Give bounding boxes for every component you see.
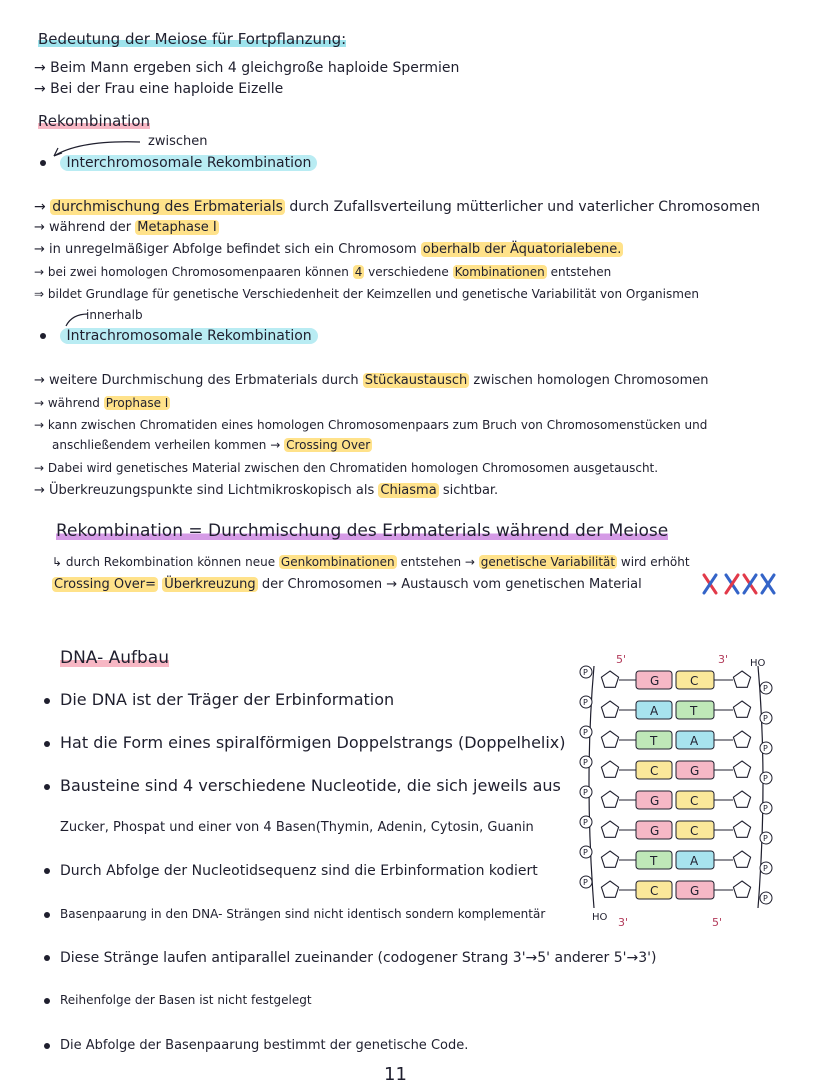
meiose-line-2: → Bei der Frau eine haploide Eizelle [34, 81, 284, 97]
base-right [676, 851, 714, 869]
base-left [636, 791, 672, 809]
svg-text:P: P [583, 878, 588, 887]
sugar-left-icon [601, 851, 618, 867]
sugar-right-icon [733, 671, 750, 687]
svg-text:P: P [763, 684, 768, 693]
rekombination-title: Rekombination [38, 112, 151, 130]
label-5-bottom: 5' [712, 916, 723, 929]
svg-text:P: P [583, 818, 588, 827]
svg-text:G: G [690, 764, 700, 778]
zwischen-note: zwischen [148, 134, 208, 149]
sugar-right-icon [733, 851, 750, 867]
sugar-right-icon [733, 761, 750, 777]
svg-text:T: T [650, 854, 658, 868]
phosphate-left-icon [580, 846, 592, 858]
dna-bullet-4: Durch Abfolge der Nucleotidsequenz sind die Erbinformation kodiert [44, 863, 538, 879]
phosphate-right-icon [760, 862, 772, 874]
intra-line-2: → während Prophase I [34, 396, 169, 410]
svg-text:C: C [690, 794, 699, 808]
phosphate-left-icon [580, 726, 592, 738]
base-right [676, 761, 714, 779]
phosphate-right-icon [760, 742, 772, 754]
dna-bullet-1: Die DNA ist der Träger der Erbinformation [44, 690, 394, 709]
svg-text:A: A [690, 854, 699, 868]
phosphate-right-icon [760, 832, 772, 844]
definition-line-1: ↳ durch Rekombination können neue Genkombinationen entstehen → genetische Variabilität wird erhöht [52, 555, 690, 569]
inter-title: Interchromosomale Rekombination [40, 155, 317, 171]
dna-diagram [572, 640, 782, 940]
svg-text:C: C [650, 764, 659, 778]
base-right [676, 791, 714, 809]
svg-text:G: G [650, 824, 660, 838]
intra-line-3: → kann zwischen Chromatiden eines homologen Chromosomenpaars zum Bruch von Chromosomenstücken und [34, 418, 708, 432]
dna-bullet-2: Hat die Form eines spiralförmigen Doppelstrangs (Doppelhelix) [44, 733, 566, 752]
svg-text:A: A [690, 734, 699, 748]
svg-text:P: P [763, 744, 768, 753]
label-ho-top: HO [750, 658, 766, 669]
inter-line-5: ⇒ bildet Grundlage für genetische Verschiedenheit der Keimzellen und genetische Variabilität von Organismen [34, 287, 699, 301]
sugar-left-icon [601, 761, 618, 777]
intra-line-6: → Überkreuzungspunkte sind Lichtmikroskopisch als Chiasma sichtbar. [34, 483, 499, 498]
sugar-left-icon [601, 731, 618, 747]
dna-bullet-3-cont: Zucker, Phospat und einer von 4 Basen(Thymin, Adenin, Cytosin, Guanin [60, 820, 534, 835]
phosphate-right-icon [760, 802, 772, 814]
svg-text:G: G [650, 794, 660, 808]
page-number: 11 [384, 1064, 407, 1085]
base-right [676, 881, 714, 899]
inter-line-2: → während der Metaphase I [34, 220, 217, 235]
definition-line-2: Crossing Over= Überkreuzung der Chromosomen → Austausch vom genetischen Material [54, 577, 642, 592]
sugar-left-icon [601, 791, 618, 807]
svg-text:P: P [763, 714, 768, 723]
sugar-right-icon [733, 791, 750, 807]
base-right [676, 731, 714, 749]
phosphate-left-icon [580, 756, 592, 768]
sugar-right-icon [733, 821, 750, 837]
sugar-right-icon [733, 731, 750, 747]
svg-text:P: P [583, 728, 588, 737]
svg-text:G: G [650, 674, 660, 688]
base-left [636, 881, 672, 899]
intra-line-5: → Dabei wird genetisches Material zwischen den Chromatiden homologen Chromosomen ausgetauscht. [34, 461, 659, 475]
dna-bullet-3: Bausteine sind 4 verschiedene Nucleotide, die sich jeweils aus [44, 776, 561, 795]
label-5-top: 5' [616, 653, 627, 666]
chromosome-cross-icon [700, 572, 780, 596]
phosphate-left-icon [580, 666, 592, 678]
svg-text:G: G [690, 884, 700, 898]
phosphate-left-icon [580, 696, 592, 708]
inter-line-1: → durchmischung des Erbmaterials durch Zufallsverteilung mütterlicher und vaterlicher Chromosomen [34, 199, 761, 215]
sugar-left-icon [601, 671, 618, 687]
phosphate-left-icon [580, 786, 592, 798]
intra-title: Intrachromosomale Rekombination [40, 328, 318, 344]
inter-line-3: → in unregelmäßiger Abfolge befindet sich ein Chromosom oberhalb der Äquatorialebene. [34, 242, 622, 257]
svg-text:P: P [583, 668, 588, 677]
dna-bullet-7: Reihenfolge der Basen ist nicht festgelegt [44, 993, 312, 1007]
phosphate-right-icon [760, 772, 772, 784]
dna-bullet-6: Diese Stränge laufen antiparallel zueinander (codogener Strang 3'→5' anderer 5'→3') [44, 950, 656, 966]
svg-text:T: T [650, 734, 658, 748]
svg-text:P: P [763, 894, 768, 903]
intra-line-1: → weitere Durchmischung des Erbmaterials durch Stückaustausch zwischen homologen Chromosomen [34, 373, 709, 388]
base-right [676, 671, 714, 689]
sugar-left-icon [601, 821, 618, 837]
svg-text:P: P [583, 698, 588, 707]
base-left [636, 821, 672, 839]
intra-line-4: anschließendem verheilen kommen → Crossing Over [52, 438, 371, 452]
sugar-left-icon [601, 881, 618, 897]
svg-text:P: P [583, 788, 588, 797]
svg-text:P: P [583, 848, 588, 857]
phosphate-left-icon [580, 876, 592, 888]
svg-text:P: P [763, 804, 768, 813]
svg-text:C: C [690, 824, 699, 838]
svg-text:C: C [650, 884, 659, 898]
base-right [676, 701, 714, 719]
dna-bullet-8: Die Abfolge der Basenpaarung bestimmt der genetische Code. [44, 1038, 468, 1053]
base-left [636, 851, 672, 869]
phosphate-right-icon [760, 682, 772, 694]
dna-title: DNA- Aufbau [60, 648, 169, 668]
base-left [636, 671, 672, 689]
meiose-title: Bedeutung der Meiose für Fortpflanzung: [38, 30, 347, 48]
sugar-right-icon [733, 881, 750, 897]
sugar-left-icon [601, 701, 618, 717]
svg-text:P: P [583, 758, 588, 767]
innerhalb-note: innerhalb [86, 308, 143, 322]
sugar-right-icon [733, 701, 750, 717]
label-ho-bottom: HO [592, 912, 608, 923]
base-left [636, 701, 672, 719]
label-3-bottom: 3' [618, 916, 629, 929]
dna-bullet-5: Basenpaarung in den DNA- Strängen sind nicht identisch sondern komplementär [44, 907, 545, 921]
base-right [676, 821, 714, 839]
svg-text:P: P [763, 864, 768, 873]
meiose-line-1: → Beim Mann ergeben sich 4 gleichgroße haploide Spermien [34, 60, 460, 76]
inter-line-4: → bei zwei homologen Chromosomenpaaren können 4 verschiedene Kombinationen entstehen [34, 265, 612, 279]
svg-text:C: C [690, 674, 699, 688]
phosphate-right-icon [760, 892, 772, 904]
svg-text:A: A [650, 704, 659, 718]
svg-text:T: T [690, 704, 698, 718]
label-3-top: 3' [718, 653, 729, 666]
svg-text:P: P [763, 834, 768, 843]
phosphate-right-icon [760, 712, 772, 724]
definition-title: Rekombination = Durchmischung des Erbmaterials während der Meiose [56, 521, 669, 541]
base-left [636, 761, 672, 779]
base-left [636, 731, 672, 749]
phosphate-left-icon [580, 816, 592, 828]
svg-text:P: P [763, 774, 768, 783]
